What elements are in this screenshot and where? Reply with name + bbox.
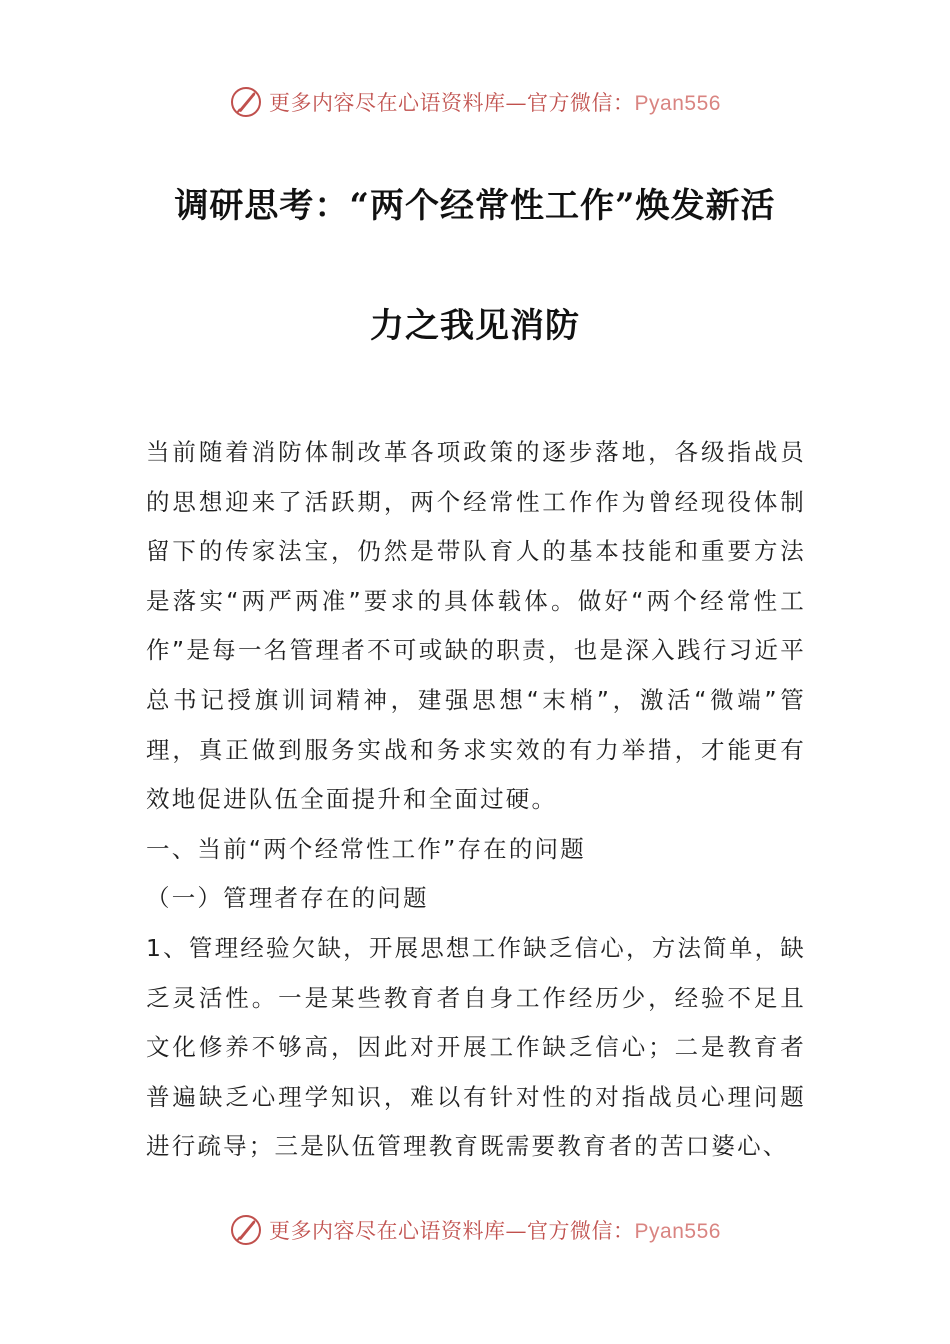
header-watermark bbox=[0, 82, 950, 122]
document-body bbox=[146, 428, 806, 1172]
document-title-line-1: 调研思考：“两个经常性工作”焕发新活 bbox=[174, 186, 776, 226]
watermark-text: 更多内容尽在心语资料库—官方微信：Pyan556 bbox=[269, 1219, 721, 1243]
footer-watermark bbox=[0, 1210, 950, 1250]
quill-pen-logo-icon bbox=[229, 85, 263, 119]
quill-pen-logo-icon bbox=[229, 1213, 263, 1247]
numbered-paragraph: 1、管理经验欠缺，开展思想工作缺乏信心，方法简单，缺乏灵活性。一是某些教育者自身工作经历少，经验不足且文化修养不够高，因此对开展工作缺乏信心；二是教育者普遍缺乏心理学知识，难以有针对性的对指战员心理问题进行疏导；三是队伍管理教育既需要教育者的苦口婆心、 bbox=[146, 933, 806, 1161]
document-title-line-2: 力之我见消防 bbox=[370, 306, 580, 346]
subsection-heading: （一）管理者存在的问题 bbox=[146, 884, 429, 913]
intro-paragraph: 当前随着消防体制改革各项政策的逐步落地，各级指战员的思想迎来了活跃期，两个经常性工作作为曾经现役体制留下的传家法宝，仍然是带队育人的基本技能和重要方法是落实“两严两准”要求的具体载体。做好“两个经常性工作”是每一名管理者不可或缺的职责，也是深入践行习近平总书记授旗训词精神，建强思想“末梢”，激活“微端”管理，真正做到服务实战和务求实效的有力举措，才能更有效地促进队伍全面提升和全面过硬。 bbox=[146, 438, 806, 814]
section-heading: 一、当前“两个经常性工作”存在的问题 bbox=[146, 834, 586, 863]
watermark-text: 更多内容尽在心语资料库—官方微信：Pyan556 bbox=[269, 91, 721, 115]
